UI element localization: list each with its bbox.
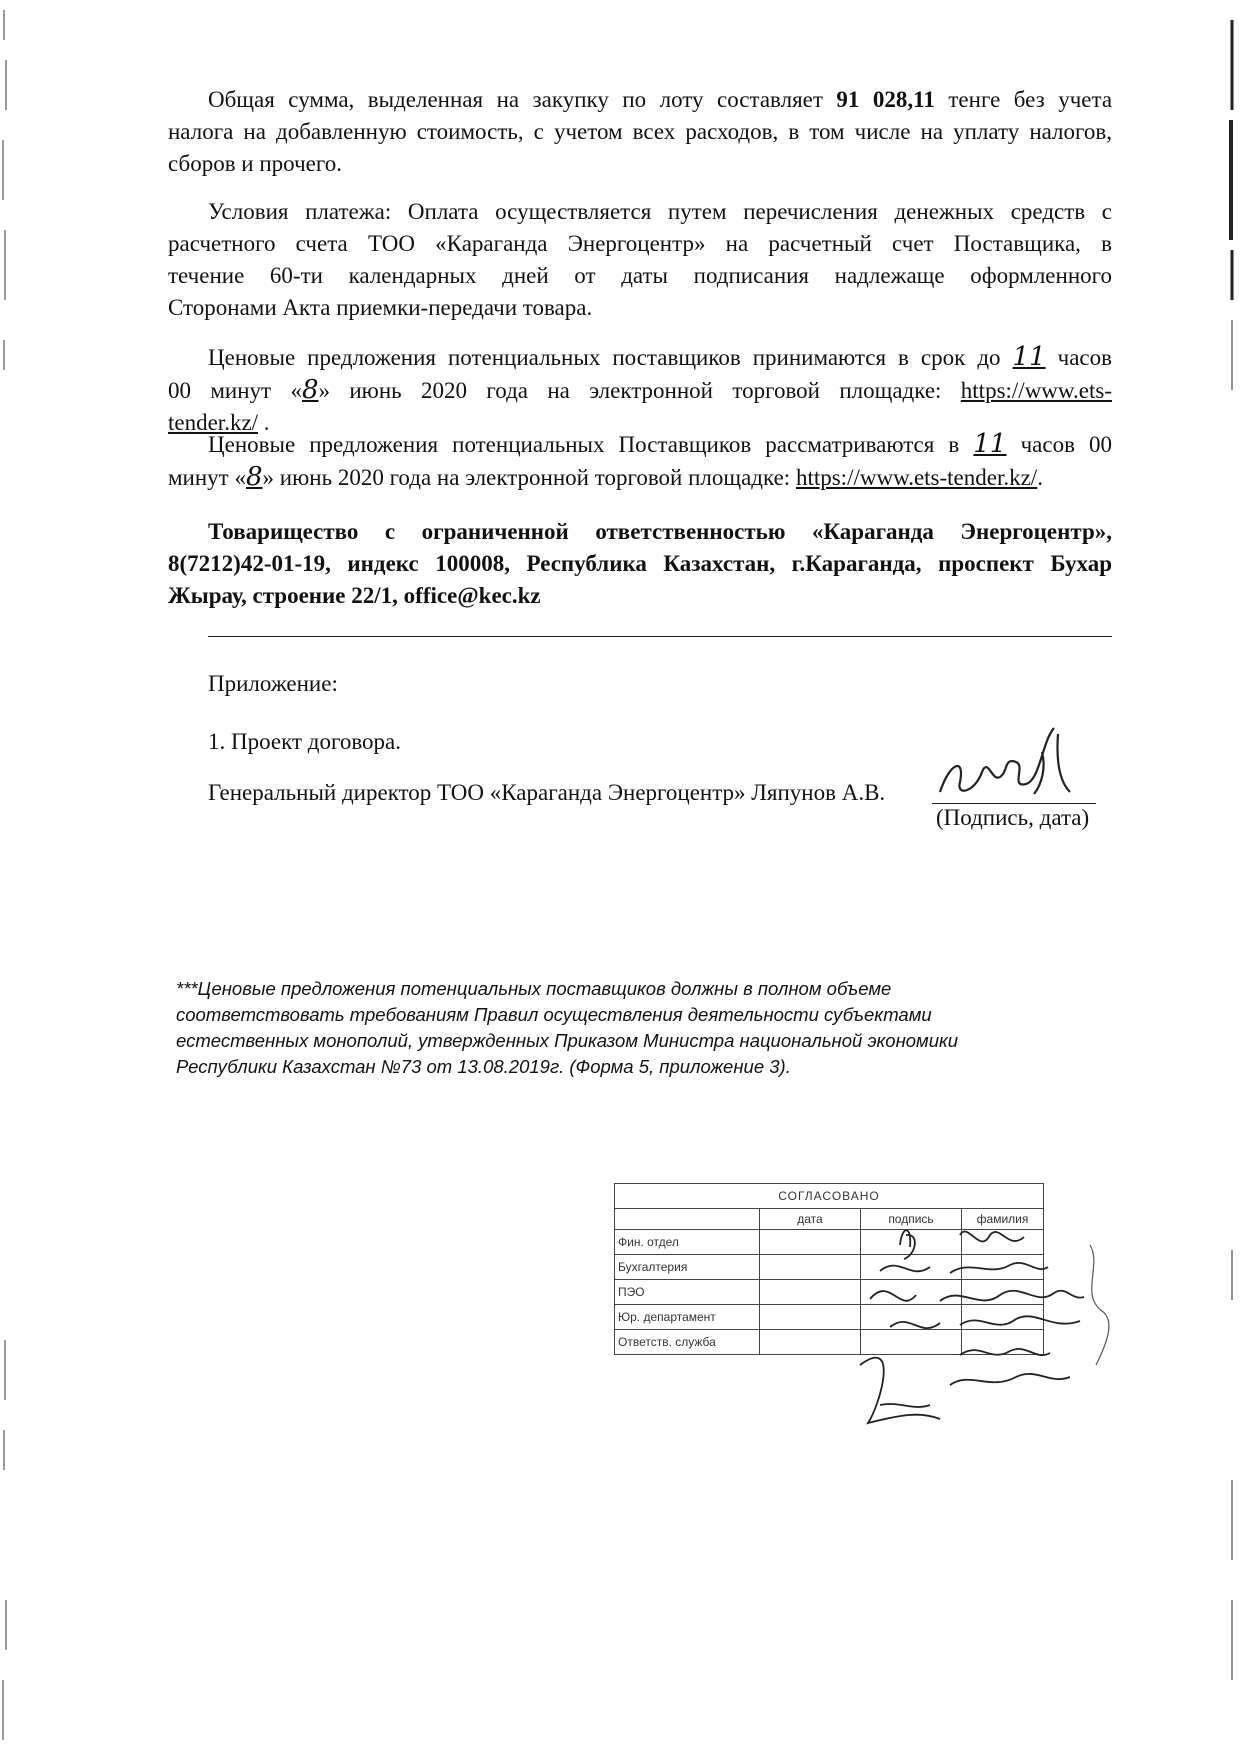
director-signature-icon	[930, 722, 1080, 804]
footnote-line-1: ***Ценовые предложения потенциальных поставщиков должны в полном объеме	[176, 978, 892, 999]
handwritten-day: 8	[245, 462, 263, 492]
approval-col-date: дата	[760, 1209, 861, 1230]
approval-col-surname: фамилия	[962, 1209, 1044, 1230]
company-line-1: Товарищество с ограниченной ответственностью «Караганда Энергоцентр»,	[208, 519, 1112, 544]
approval-table	[614, 1183, 1044, 1355]
approval-row: Фин. отдел	[615, 1230, 1044, 1255]
approval-row: Бухгалтерия	[615, 1255, 1044, 1280]
paragraph-acceptance	[168, 341, 1112, 439]
paragraph-payment	[168, 196, 1112, 324]
payment-line-1: Условия платежа: Оплата осуществляется путем перечисления денежных средств с	[208, 199, 1112, 224]
separator-line	[208, 636, 1112, 637]
approval-col-signature: подпись	[861, 1209, 962, 1230]
scan-edge-right-icon	[1222, 0, 1240, 1754]
appendix-item-1: 1. Проект договора.	[208, 729, 401, 754]
scan-edge-left-icon	[0, 0, 14, 1754]
payment-line-4: Сторонами Акта приемки-передачи товара.	[168, 295, 593, 320]
approval-row: Ответств. служба	[615, 1330, 1044, 1355]
approval-col-dept	[615, 1209, 760, 1230]
signature-text: Генеральный директор ТОО «Караганда Энергоцентр» Ляпунов А.В.	[208, 780, 886, 805]
paragraph-sum	[168, 84, 1112, 180]
footnote-line-3: естественных монополий, утвержденных Приказом Министра национальной экономики	[176, 1030, 959, 1051]
signature-caption: (Подпись, дата)	[936, 805, 1090, 830]
footnote-line-4: Республики Казахстан №73 от 13.08.2019г. (Форма 5, приложение 3).	[176, 1056, 791, 1077]
review-line-2: минут «8» июнь 2020 года на электронной торговой площадке: https://www.ets-tender.kz/.	[168, 462, 1043, 492]
handwritten-day: 8	[301, 375, 319, 405]
ets-tender-link[interactable]: https://www.ets-tender.kz/	[795, 465, 1038, 490]
company-line-3: Жырау, строение 22/1, office@kec.kz	[168, 583, 541, 608]
company-block	[168, 516, 1112, 612]
appendix-label: Приложение:	[208, 671, 338, 696]
footnote	[176, 976, 1056, 1080]
sum-line-2: налога на добавленную стоимость, с учетом всех расходов, в том числе на уплату налогов,	[168, 119, 1112, 144]
footnote-line-2: соответствовать требованиям Правил осуществления деятельности субъектами	[176, 1004, 932, 1025]
approval-row: Юр. департамент	[615, 1305, 1044, 1330]
approval-title: СОГЛАСОВАНО	[615, 1184, 1044, 1209]
payment-line-3: течение 60-ти календарных дней от даты подписания надлежаще оформленного	[168, 263, 1112, 288]
approval-stamp	[614, 1183, 1044, 1383]
review-line-1: Ценовые предложения потенциальных Поставщиков рассматриваются в 11 часов 00	[208, 429, 1113, 459]
handwritten-hour: 11	[973, 429, 1007, 459]
approval-row: ПЭО	[615, 1280, 1044, 1305]
company-line-2: 8(7212)42-01-19, индекс 100008, Республика Казахстан, г.Караганда, проспект Бухар	[168, 551, 1112, 576]
ets-tender-link[interactable]: https://www.ets-	[960, 378, 1112, 403]
sum-line-3: сборов и прочего.	[168, 151, 342, 176]
sum-amount: 91 028,11	[836, 87, 935, 112]
paragraph-review	[168, 428, 1112, 494]
payment-line-2: расчетного счета ТОО «Караганда Энергоцентр» на расчетный счет Поставщика, в	[168, 231, 1112, 256]
handwritten-hour: 11	[1012, 342, 1046, 372]
accept-line-1: Ценовые предложения потенциальных поставщиков принимаются в срок до 11 часов	[208, 342, 1113, 372]
ets-tender-link-cont[interactable]: tender.kz/	[168, 410, 259, 435]
accept-line-3: tender.kz/ .	[168, 410, 270, 435]
accept-line-2: 00 минут «8» июнь 2020 года на электронной торговой площадке: https://www.ets-	[168, 375, 1112, 405]
sum-line-1: Общая сумма, выделенная на закупку по лоту составляет 91 028,11 тенге без учета	[208, 87, 1113, 112]
